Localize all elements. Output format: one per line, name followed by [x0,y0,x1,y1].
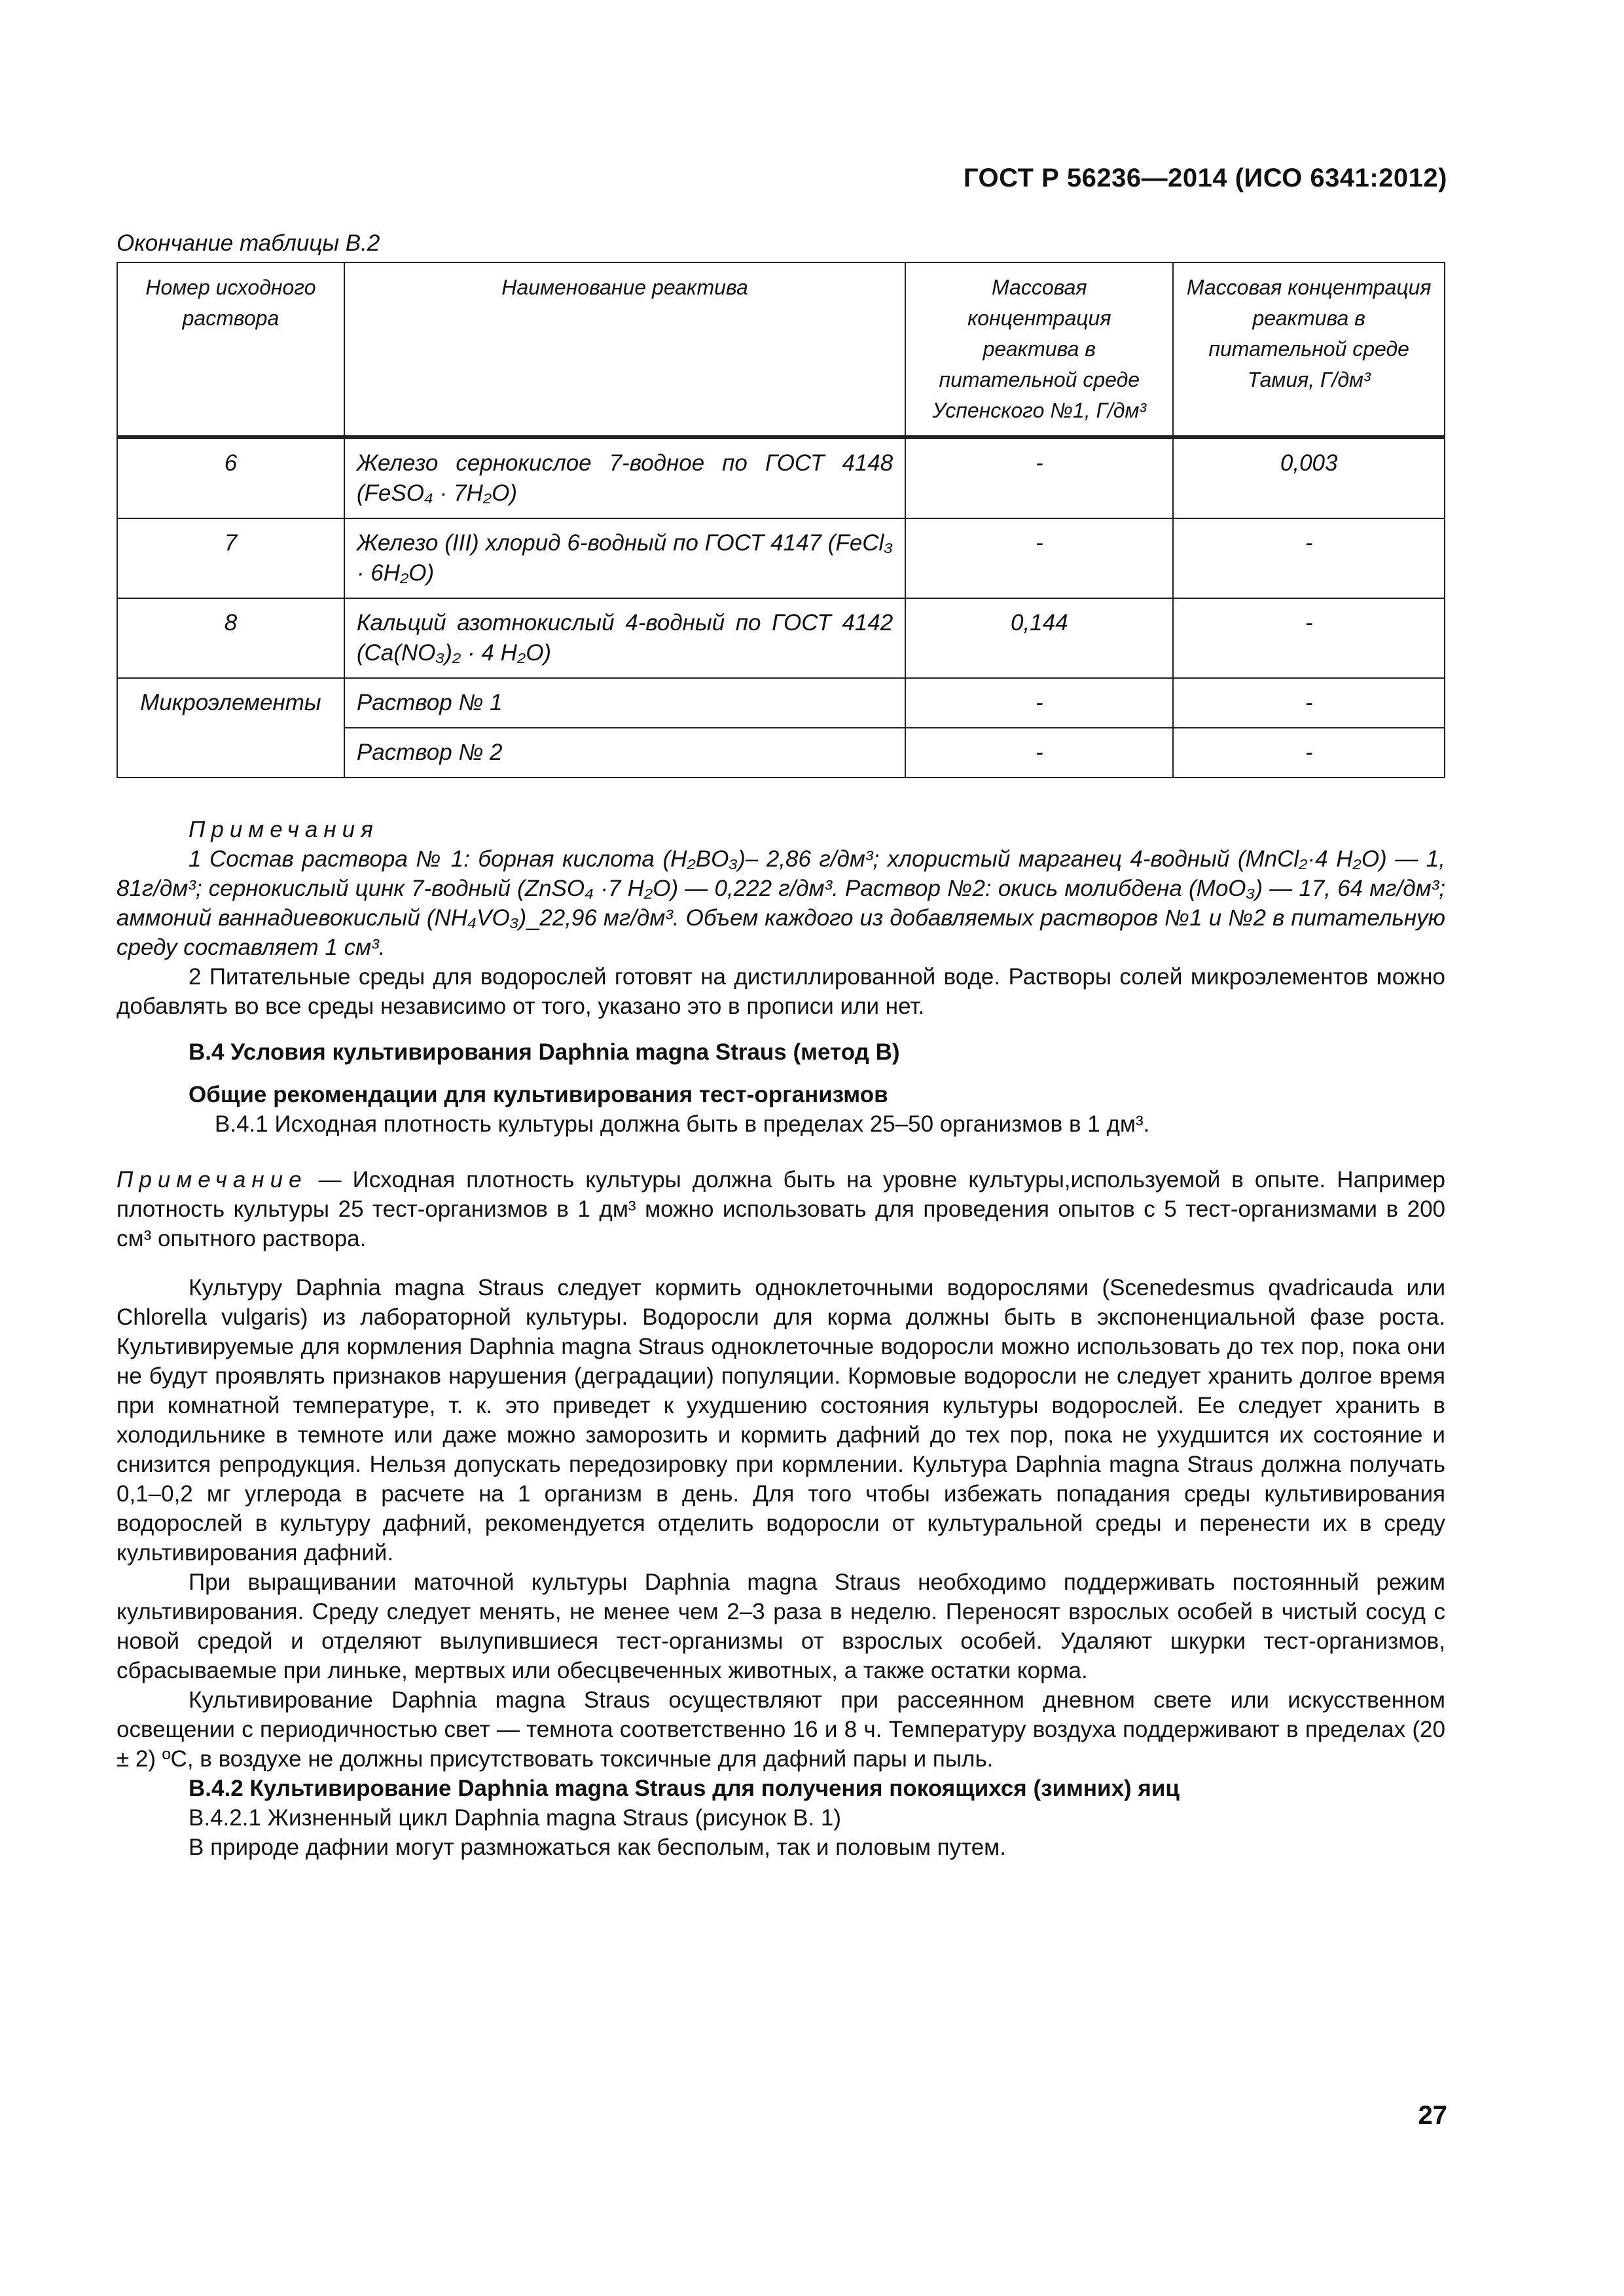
header-tamiya-concentration: Массовая концентрация реактива в питательной среде Тамия, Г/дм³ [1173,262,1445,437]
note-1: 1 Состав раствора № 1: борная кислота (H₂BO₃)– 2,86 г/дм³; хлористый марганец 4-водный (MnCl₂·4 H₂O) — 1, 81г/дм³; сернокислый цинк 7-водный (ZnSO₄ ·7 H₂O) — 0,222 г/дм³. Раствор №2: окись молибдена (MoO₃) — 17, 64 мг/дм³; аммоний ваннадиевокислый (NH₄VO₃) ̲ 22,96 мг/дм³. Объем каждого из добавляемых растворов №1 и №2 в питательную среду составляет 1 см³. [117,846,1445,960]
table-header-row [117,262,1445,437]
section-b4 [117,1037,1445,1862]
cell-reagent-name: Раствор № 1 [344,678,905,728]
table-row [117,437,1445,518]
paragraph-feeding: Культуру Daphnia magna Straus следует кормить одноклеточными водорослями (Scenedesmus qvadricauda или Chlorella vulgaris) из лабораторной культуры. Водоросли для корма должны быть в экспоненциальной фазе роста. Культивируемые для кормления Daphnia magna Straus одноклеточные водоросли можно использовать до тех пор, пока они не будут проявлять признаков нарушения (деградации) популяции. Кормовые водоросли не следует хранить долгое время при комнатной температуре, т. к. это приведет к ухудшению состояния культуры водорослей. Ее следует хранить в холодильнике в темноте или даже можно заморозить и кормить дафний до тех пор, пока не ухудшится их состояние и снизится репродукция. Нельзя допускать передозировку при кормлении. Культура Daphnia magna Straus должна получать 0,1–0,2 мг углерода в расчете на 1 организм в день. Для того чтобы избежать попадания среды культивирования водорослей в культуру дафний, рекомендуется отделить водоросли от культуральной среды и перенести их в среду культивирования дафний. [117,1275,1445,1566]
cell-uspensky-value: 0,144 [905,598,1173,678]
table-row [117,678,1445,728]
cell-tamiya-value: - [1173,518,1445,598]
notes-title: Примечания [189,817,379,842]
page-number: 27 [1418,2101,1447,2130]
cell-tamiya-value: - [1173,598,1445,678]
cell-solution-number: 6 [117,437,344,518]
cell-microelements: Микроэлементы [117,678,344,778]
header-reagent-name: Наименование реактива [344,262,905,437]
section-subheading: Общие рекомендации для культивирования тест-организмов [189,1082,888,1107]
notes-block [117,815,1445,1021]
cell-tamiya-value: 0,003 [1173,437,1445,518]
note-2: 2 Питательные среды для водорослей готовят на дистиллированной воде. Растворы солей микроэлементов можно добавлять во все среды независимо от того, указано это в прописи или нет. [117,964,1445,1019]
cell-uspensky-value: - [905,518,1173,598]
note-text: — Исходная плотность культуры должна быть на уровне культуры,используемой в опыте. Например плотность культуры 25 тест-организмов в 1 дм³ можно использовать для проведения опытов с 5 тест-организмами в 200 см³ опытного раствора. [117,1167,1445,1251]
note-label: Примечание [117,1167,308,1193]
cell-uspensky-value: - [905,437,1173,518]
paragraph-b421: В.4.2.1 Жизненный цикл Daphnia magna Straus (рисунок В. 1) [189,1805,842,1831]
paragraph-stock-culture: При выращивании маточной культуры Daphnia magna Straus необходимо поддерживать постоянный режим культивирования. Среду следует менять, не менее чем 2–3 раза в неделю. Переносят взрослых особей в чистый сосуд с новой средой и отделяют вылупившиеся тест-организмы от взрослых особей. Удаляют шкурки тест-организмов, сбрасываемые при линьке, мертвых или обесцвеченных животных, а также остатки корма. [117,1570,1445,1683]
section-heading: В.4 Условия культивирования Daphnia magna Straus (метод В) [189,1039,900,1065]
table-row [117,518,1445,598]
table-row [117,598,1445,678]
cell-tamiya-value: - [1173,728,1445,778]
document-header: ГОСТ Р 56236—2014 (ИСО 6341:2012) [963,164,1447,192]
cell-reagent-name: Железо сернокислое 7-водное по ГОСТ 4148 (FeSO₄ · 7H₂O) [344,437,905,518]
cell-solution-number: 7 [117,518,344,598]
header-solution-number: Номер исходного раствора [117,262,344,437]
cell-reagent-name: Раствор № 2 [344,728,905,778]
paragraph-conditions: Культивирование Daphnia magna Straus осуществляют при рассеянном дневном свете или искусственном освещении с периодичностью свет — темнота соответственно 16 и 8 ч. Температуру воздуха поддерживают в пределах (20 ± 2) ºС, в воздухе не должны присутствовать токсичные для дафний пары и пыль. [117,1687,1445,1772]
cell-reagent-name: Кальций азотнокислый 4-водный по ГОСТ 4142 (Ca(NO₃)₂ · 4 H₂O) [344,598,905,678]
cell-reagent-name: Железо (III) хлорид 6-водный по ГОСТ 4147 (FeCl₃ · 6H₂O) [344,518,905,598]
header-uspensky-concentration: Массовая концентрация реактива в питательной среде Успенского №1, Г/дм³ [905,262,1173,437]
cell-tamiya-value: - [1173,678,1445,728]
table-caption: Окончание таблицы В.2 [117,230,380,256]
density-note [117,1165,1445,1253]
reagents-table [117,262,1445,778]
paragraph-b41: В.4.1 Исходная плотность культуры должна быть в пределах 25–50 организмов в 1 дм³. [215,1111,1150,1137]
cell-uspensky-value: - [905,728,1173,778]
cell-uspensky-value: - [905,678,1173,728]
subsection-heading-b42: В.4.2 Культивирование Daphnia magna Straus для получения покоящихся (зимних) яиц [189,1776,1180,1801]
paragraph-reproduction: В природе дафнии могут размножаться как бесполым, так и половым путем. [189,1835,1006,1860]
cell-solution-number: 8 [117,598,344,678]
